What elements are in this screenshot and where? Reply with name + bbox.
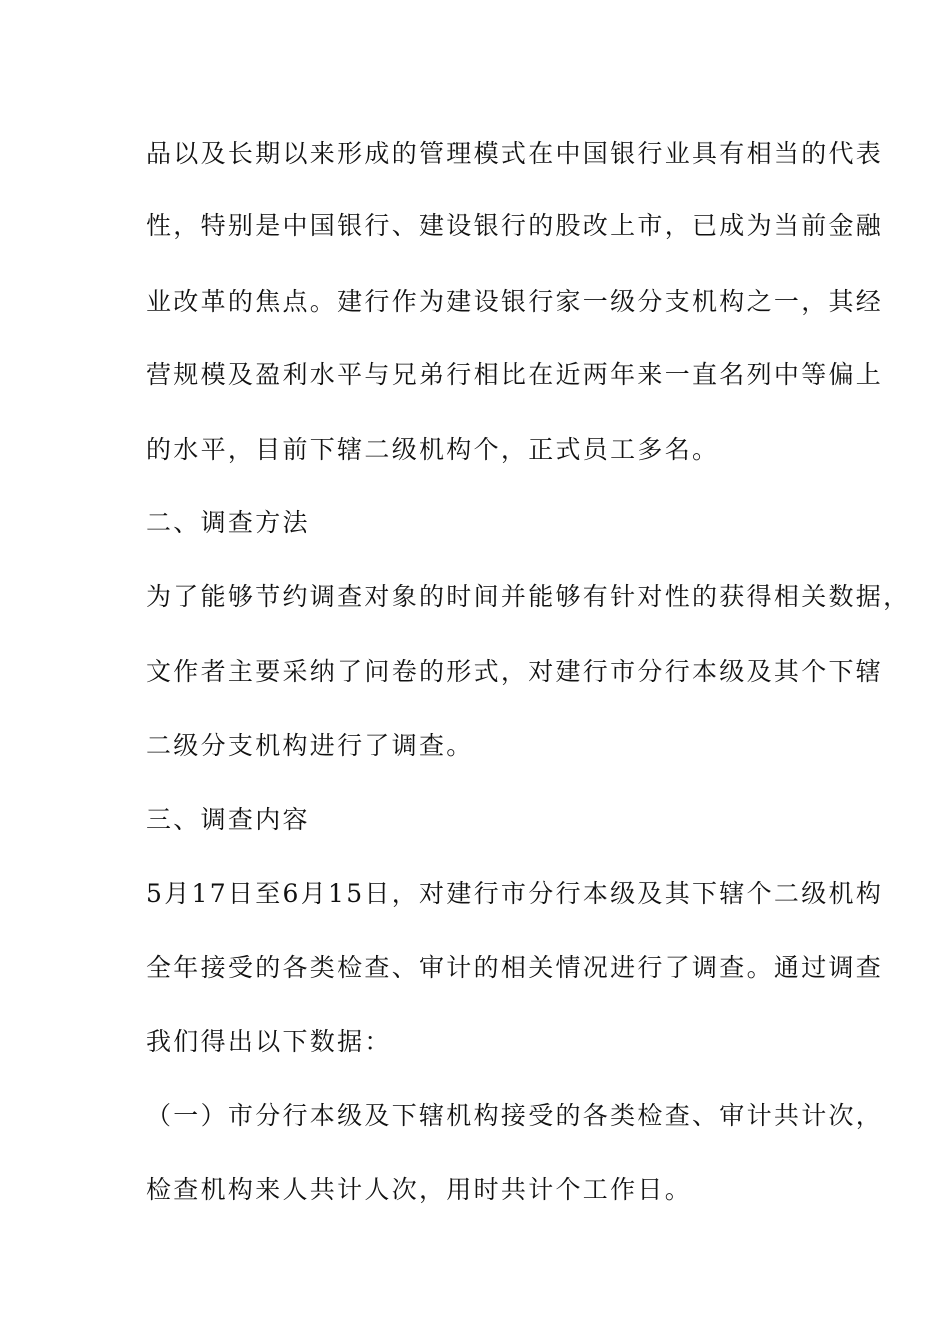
body-text-line: 性，特别是中国银行、建设银行的股改上市，已成为当前金融 <box>146 211 884 240</box>
body-text-line: 检查机构来人共计人次，用时共计个工作日。 <box>146 1175 693 1204</box>
body-text-line: 文作者主要采纳了问卷的形式，对建行市分行本级及其个下辖 <box>146 657 884 686</box>
body-text-line: 品以及长期以来形成的管理模式在中国银行业具有相当的代表 <box>146 139 884 168</box>
section-heading: 二、调查方法 <box>146 508 310 537</box>
body-text-line: 二级分支机构进行了调查。 <box>146 731 474 760</box>
body-text-line: （一）市分行本级及下辖机构接受的各类检查、审计共计次， <box>146 1101 884 1130</box>
section-heading: 三、调查内容 <box>146 805 310 834</box>
body-text-line: 5月17日至6月15日，对建行市分行本级及其下辖个二级机构 <box>146 879 884 908</box>
body-text-line: 营规模及盈利水平与兄弟行相比在近两年来一直名列中等偏上 <box>146 360 884 389</box>
body-text-line: 的水平，目前下辖二级机构个，正式员工多名。 <box>146 435 720 464</box>
body-text-line: 为了能够节约调查对象的时间并能够有针对性的获得相关数据， <box>146 582 911 611</box>
body-text-line: 我们得出以下数据： <box>146 1027 392 1056</box>
body-text-line: 业改革的焦点。建行作为建设银行家一级分支机构之一，其经 <box>146 287 884 316</box>
body-text-line: 全年接受的各类检查、审计的相关情况进行了调查。通过调查 <box>146 953 884 982</box>
